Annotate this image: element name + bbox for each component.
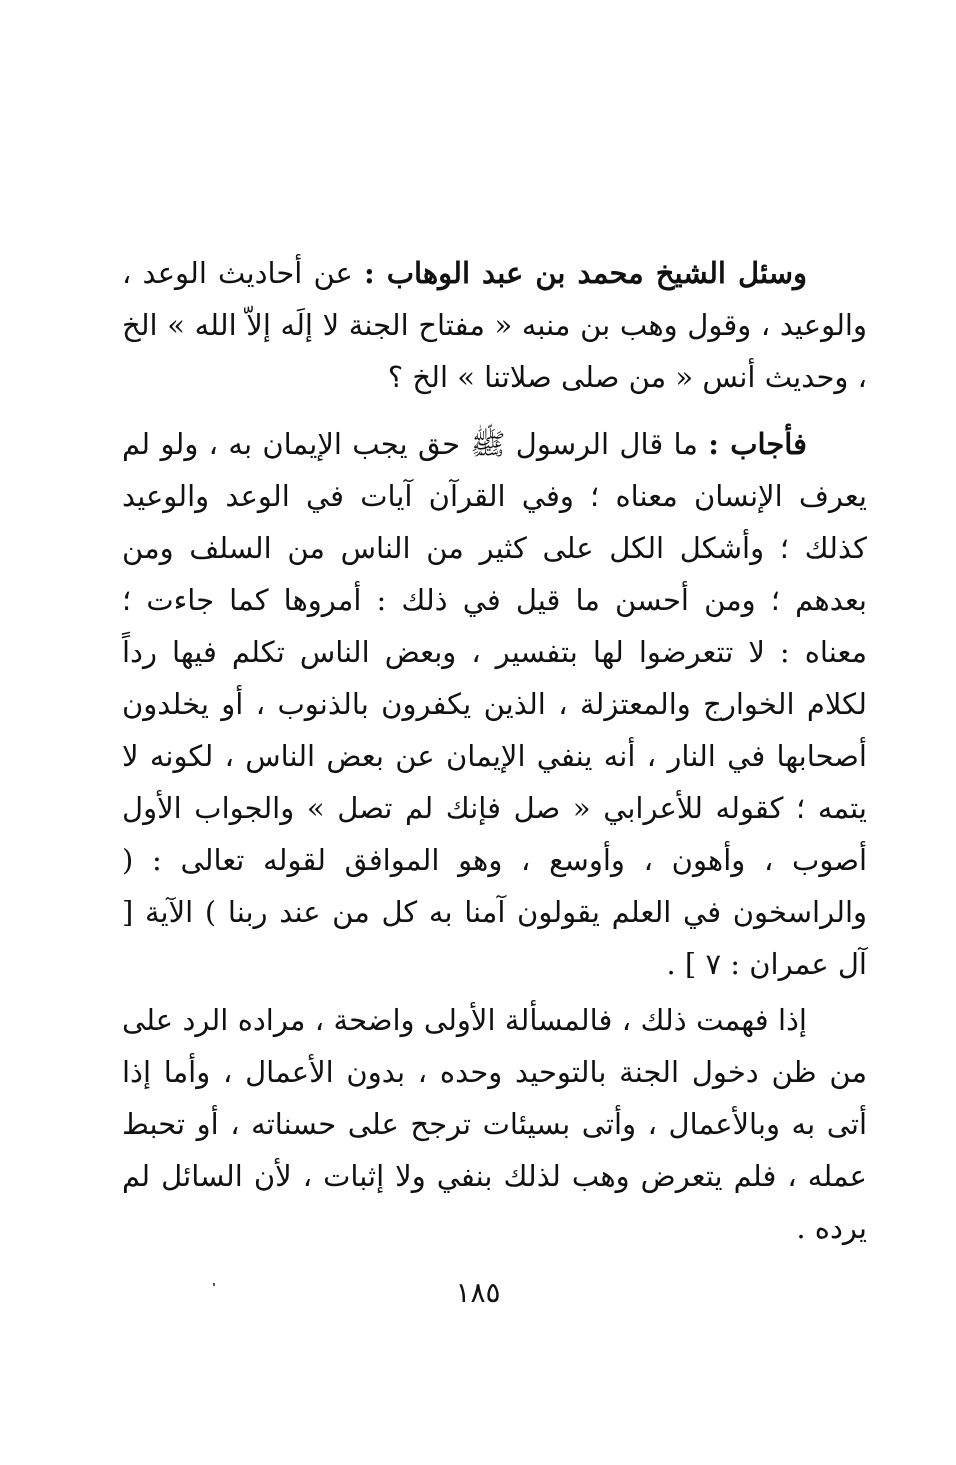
- question-text: [122, 247, 867, 403]
- question-body: عن أحاديث الوعد ، والوعيد ، وقول وهب بن منبه « مفتاح الجنة لا إلَه إلاّ الله » الخ ، وحديث أنس « من صلى صلاتنا » الخ ؟: [122, 256, 867, 394]
- conclusion-paragraph: [122, 994, 867, 1254]
- question-lead: وسئل الشيخ محمد بن عبد الوهاب :: [363, 256, 807, 290]
- conclusion-text: [122, 994, 867, 1254]
- answer-body: ما قال الرسول ﷺ حق يجب الإيمان به ، ولو لم يعرف الإنسان معناه ؛ وفي القرآن آيات في الوعد والوعيد كذلك ؛ وأشكل الكل على كثير من الناس من السلف ومن بعدهم ؛ ومن أحسن ما قيل في ذلك : أمروها كما جاءت ؛ معناه : لا تتعرضوا لها بتفسير ، وبعض الناس تكلم فيها رداً لكلام الخوارج والمعتزلة ، الذين يكفرون بالذنوب ، أو يخلدون أصحابها في النار ، أنه ينفي الإيمان عن بعض الناس ، لكونه لا يتمه ؛ كقوله للأعرابي « صل فإنك لم تصل » والجواب الأول أصوب ، وأهون ، وأوسع ، وهو الموافق لقوله تعالى : ( والراسخون في العلم يقولون آمنا به كل من عند ربنا ) الآية [ آل عمران : ٧ ] .: [122, 427, 867, 981]
- answer-lead: فأجاب :: [708, 427, 808, 461]
- conclusion-body: إذا فهمت ذلك ، فالمسألة الأولى واضحة ، مراده الرد على من ظن دخول الجنة بالتوحيد وحده ، بدون الأعمال ، وأما إذا أتى به وبالأعمال ، وأتى بسيئات ترجح على حسناته ، أو تحبط عمله ، فلم يتعرض وهب لذلك بنفي ولا إثبات ، لأن السائل لم يرده .: [122, 1003, 867, 1245]
- answer-paragraph: [122, 418, 867, 990]
- page-number: ١٨٥: [455, 1276, 501, 1309]
- answer-text: [122, 418, 867, 990]
- question-paragraph: [122, 247, 867, 403]
